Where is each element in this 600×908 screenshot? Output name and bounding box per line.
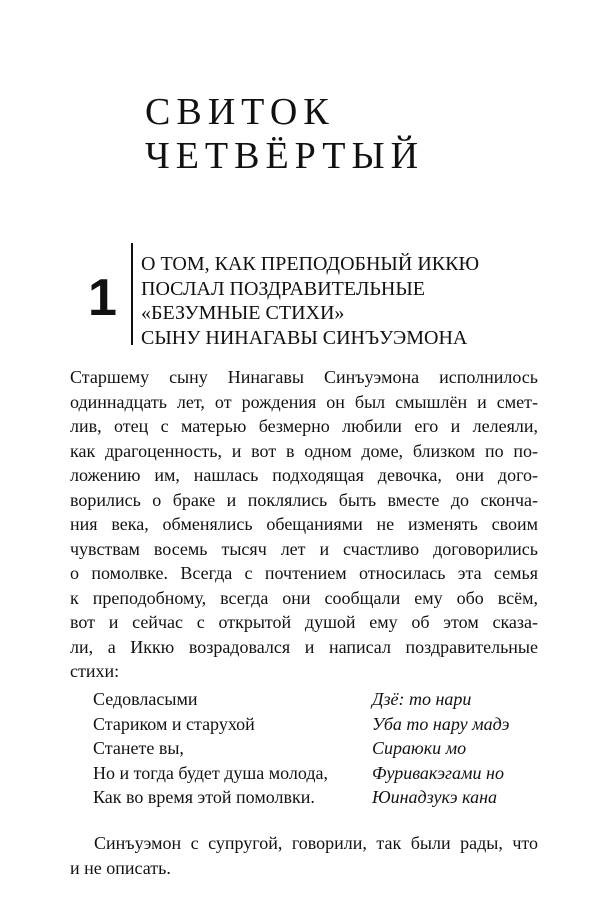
poem-line: Станете вы,	[93, 738, 184, 758]
poem-line: Как во время этой помолвки.	[93, 787, 315, 807]
text-line: как драгоценность, и вот в одном доме, близком по по-	[70, 440, 538, 461]
text-line: ворились о браке и поклялись быть вместе до скончa-	[70, 489, 538, 510]
chapter-divider	[131, 243, 133, 345]
chapter-heading-line: ПОСЛАЛ ПОЗДРАВИТЕЛЬНЫЕ	[141, 277, 425, 300]
poem-line: Но и тогда будет душа молода,	[93, 762, 329, 783]
scroll-title-line-2: ЧЕТВЁРТЫЙ	[145, 135, 425, 177]
text-line: вот и сейчас с открытой душой ему об этом сказа-	[70, 612, 538, 632]
poem-japanese-transliteration	[372, 687, 509, 810]
chapter-heading	[141, 252, 479, 350]
poem-line: Сираюки мо	[372, 738, 467, 758]
chapter-number: 1	[88, 269, 117, 327]
chapter-heading-line: «БЕЗУМНЫЕ СТИХИ»	[141, 302, 345, 324]
text-line: Старшему сыну Нинагавы Синъуэмона исполнилось	[70, 367, 538, 387]
poem-line: Седовласыми	[93, 689, 198, 709]
chapter-heading-line: СЫНУ НИНАГАВЫ СИНЪУЭМОНА	[141, 326, 468, 349]
text-line: ли, а Иккю возрадовался и написал поздравительные	[70, 636, 538, 657]
scroll-title-line-1: СВИТОК	[145, 91, 335, 133]
chapter-heading-line: О ТОМ, КАК ПРЕПОДОБНЫЙ ИККЮ	[141, 253, 479, 275]
text-line: одиннадцать лет, от рождения он был смышлён и смет-	[70, 391, 538, 412]
text-line: стихи:	[70, 661, 120, 681]
poem-line: Фуривакэгами но	[372, 762, 504, 783]
poem-line: Дзё: то нари	[372, 689, 472, 709]
text-line: ния века, обменялись обещаниями не изменять своим	[70, 514, 538, 534]
poem-line: Уба то нару мадэ	[372, 713, 510, 734]
text-line: Синъуэмон с супругой, говорили, так были рады, что	[94, 833, 538, 853]
poem-line: Юинадзукэ кана	[372, 787, 498, 807]
text-line: о помолвке. Всегда с почтением относилась эта семья	[70, 563, 538, 583]
text-line: лив, отец с матерью безмерно любили его и лелеяли,	[70, 416, 538, 436]
poem-line: Стариком и старухой	[93, 713, 255, 734]
paragraph-1	[70, 365, 538, 684]
poem-russian	[93, 687, 328, 810]
text-line: и не описать.	[70, 857, 171, 878]
text-line: к преподобному, всегда они сообщали ему обо всём,	[70, 587, 538, 608]
paragraph-2	[70, 831, 538, 880]
text-line: чувствам восемь тысяч лет и счастливо договорились	[70, 538, 538, 559]
text-line: ложению им, нашлась подходящая девочка, они дого-	[70, 465, 538, 485]
